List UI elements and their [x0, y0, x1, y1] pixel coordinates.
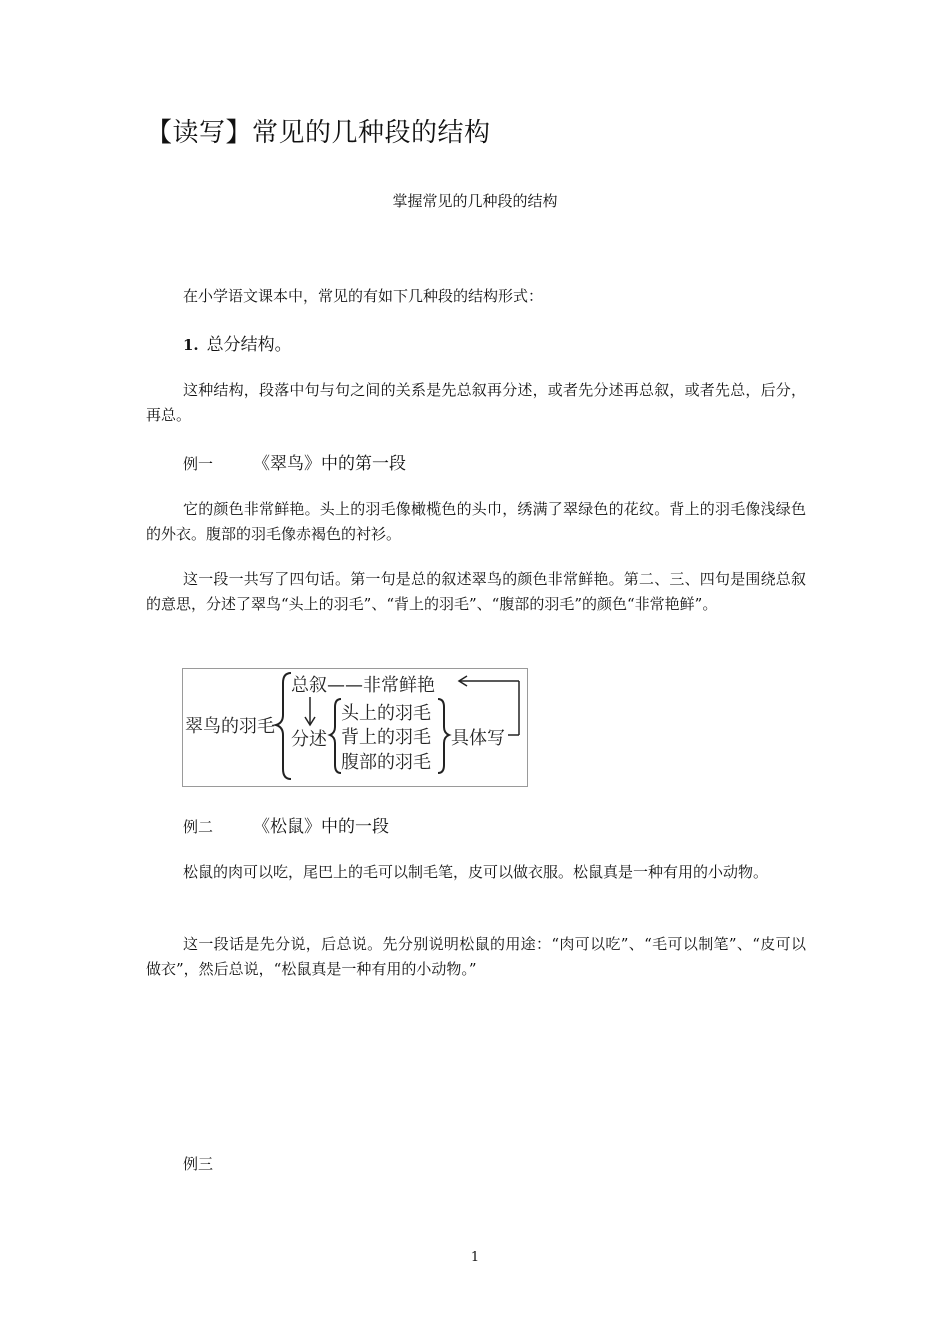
- example-one-analysis: 这一段一共写了四句话。第一句是总的叙述翠鸟的颜色非常鲜艳。第二、三、四句是围绕总叙的意思，分述了翠鸟“头上的羽毛”、“背上的羽毛”、“腹部的羽毛”的颜色“非常艳鲜”。: [146, 570, 806, 613]
- example-label: 例二: [183, 818, 214, 836]
- example-source: 《松鼠》中的一段: [253, 817, 389, 837]
- example-label: 例三: [183, 1155, 214, 1173]
- page-title: 【读写】常见的几种段的结构: [146, 118, 491, 148]
- example-source: 《翠鸟》中的第一段: [253, 454, 406, 474]
- section-description: 这种结构，段落中句与句之间的关系是先总叙再分述，或者先分述再总叙，或者先总，后分，再总。: [146, 381, 806, 424]
- section-number: 1.: [183, 336, 199, 354]
- example-one-text: 它的颜色非常鲜艳。头上的羽毛像橄榄色的头巾，绣满了翠绿色的花纹。背上的羽毛像浅绿色的外衣。腹部的羽毛像赤褐色的衬衫。: [146, 500, 806, 543]
- diagram-detail-head: 头上的羽毛: [341, 703, 431, 724]
- example-two-heading: [183, 812, 389, 837]
- example-label: 例一: [183, 455, 214, 473]
- section-heading: [183, 330, 292, 355]
- structure-diagram: [182, 668, 528, 787]
- diagram-detail-belly: 腹部的羽毛: [341, 752, 431, 773]
- diagram-summary: 总叙——非常鲜艳: [291, 675, 435, 696]
- example-three-heading: [183, 1153, 253, 1174]
- diagram-detail-label: 分述: [291, 729, 327, 750]
- example-two-analysis: 这一段话是先分说，后总说。先分别说明松鼠的用途：“肉可以吃”、“毛可以制笔”、“皮可以做衣”，然后总说，“松鼠真是一种有用的小动物。”: [146, 935, 806, 978]
- page-number: 1: [470, 1250, 480, 1265]
- diagram-relation: 具体写: [451, 728, 505, 749]
- example-one-heading: [183, 449, 406, 474]
- section-heading-text: 总分结构。: [206, 335, 292, 355]
- example-two-text: 松鼠的肉可以吃，尾巴上的毛可以制毛笔，皮可以做衣服。松鼠真是一种有用的小动物。: [183, 863, 769, 881]
- diagram-root: 翠鸟的羽毛: [185, 716, 275, 737]
- intro-paragraph: 在小学语文课本中，常见的有如下几种段的结构形式：: [183, 287, 544, 305]
- subtitle: 掌握常见的几种段的结构: [392, 192, 558, 210]
- diagram-detail-back: 背上的羽毛: [341, 727, 431, 748]
